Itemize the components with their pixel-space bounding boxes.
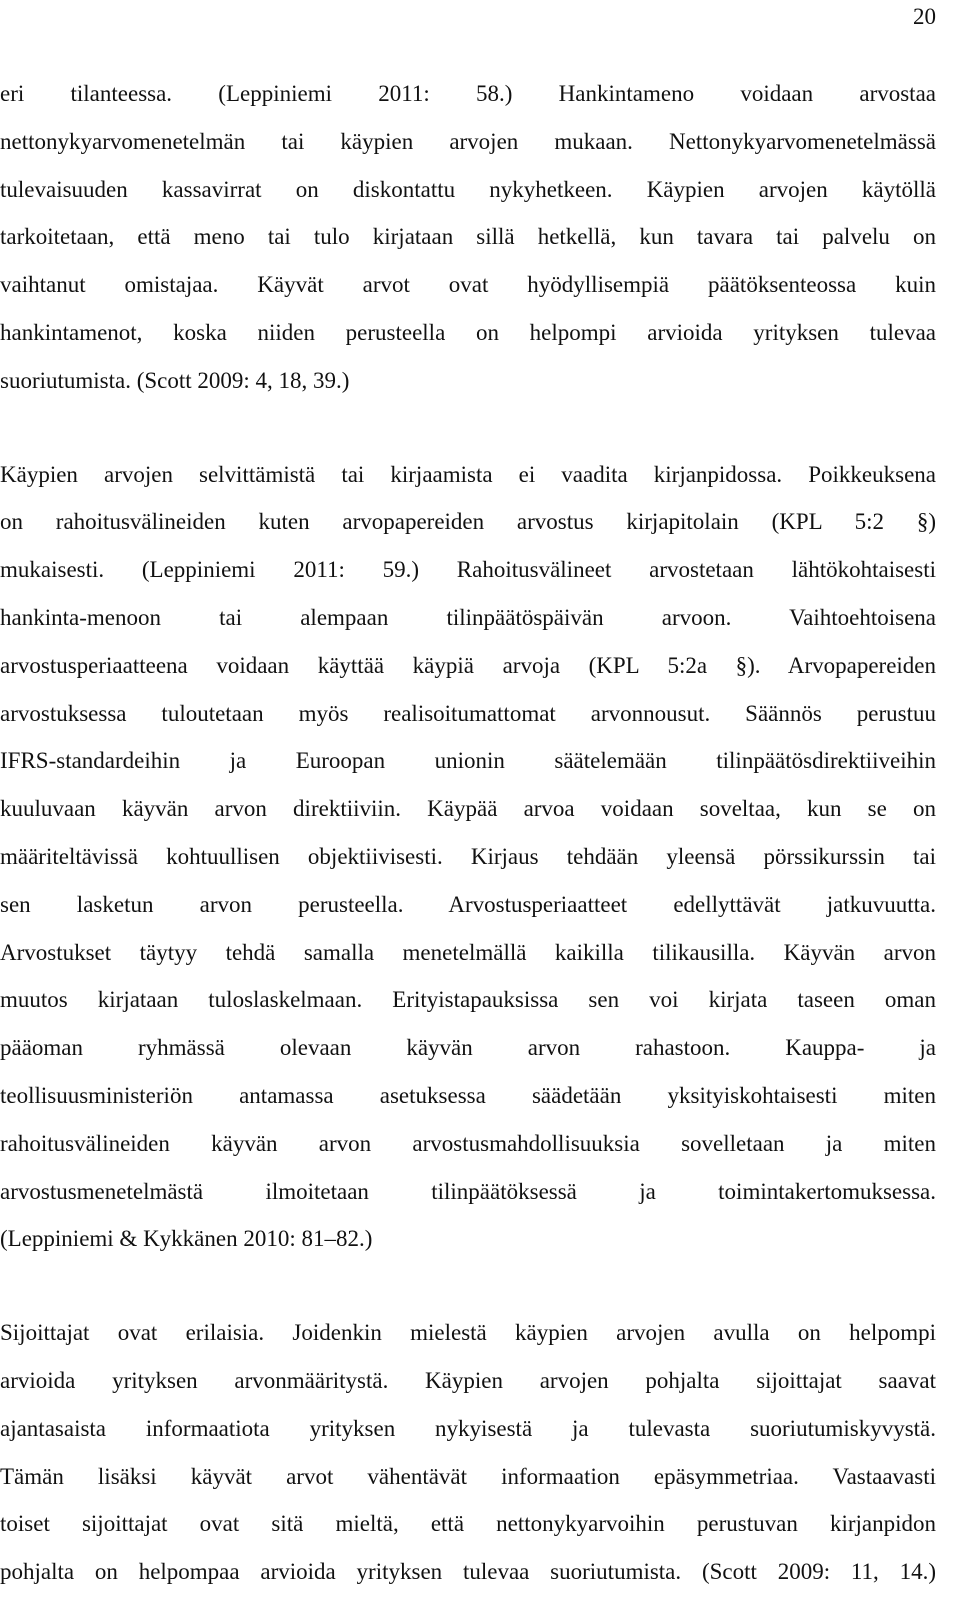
paragraph-1 (0, 70, 936, 405)
text-line: (Leppiniemi & Kykkänen 2010: 81–82.) (0, 1226, 373, 1252)
text-line: vaihtanut omistajaa. Käyvät arvot ovat hyödyllisempiä päätöksenteossa kuin (0, 272, 936, 298)
text-line: Tämän lisäksi käyvät arvot vähentävät informaation epäsymmetriaa. Vastaavasti (0, 1463, 936, 1489)
text-line: arvioida yrityksen arvonmääritystä. Käypien arvojen pohjalta sijoittajat saavat (0, 1367, 936, 1393)
paragraph-spacer (0, 1263, 936, 1309)
text-line: Arvostukset täytyy tehdä samalla menetelmällä kaikilla tilikausilla. Käyvän arvon (0, 939, 936, 965)
paragraph-spacer (0, 405, 936, 451)
text-line: mukaisesti. (Leppiniemi 2011: 59.) Rahoitusvälineet arvostetaan lähtökohtaisesti (0, 557, 936, 583)
paragraph-3 (0, 1309, 936, 1596)
text-line: rahoitusvälineiden käyvän arvon arvostusmahdollisuuksia sovelletaan ja miten (0, 1130, 936, 1156)
text-line: arvostusmenetelmästä ilmoitetaan tilinpäätöksessä ja toimintakertomuksessa. (0, 1178, 936, 1204)
text-line: ajantasaista informaatiota yrityksen nykyisestä ja tulevasta suoriutumiskyvystä. (0, 1415, 936, 1441)
text-line: IFRS-standardeihin ja Euroopan unionin säätelemään tilinpäätösdirektiiveihin (0, 748, 936, 774)
text-line: arvostuksessa tuloutetaan myös realisoitumattomat arvonnousut. Säännös perustuu (0, 700, 936, 726)
text-line: hankintamenot, koska niiden perusteella on helpompi arvioida yrityksen tulevaa (0, 319, 936, 345)
text-line: on rahoitusvälineiden kuten arvopapereiden arvostus kirjapitolain (KPL 5:2 §) (0, 509, 936, 535)
text-line: teollisuusministeriön antamassa asetuksessa säädetään yksityiskohtaisesti miten (0, 1082, 936, 1108)
text-line: arvostusperiaatteena voidaan käyttää käypiä arvoja (KPL 5:2a §). Arvopapereiden (0, 652, 936, 678)
text-line: suoriutumista. (Scott 2009: 4, 18, 39.) (0, 367, 350, 393)
text-line: Sijoittajat ovat erilaisia. Joidenkin mielestä käypien arvojen avulla on helpompi (0, 1320, 936, 1346)
text-line: toiset sijoittajat ovat sitä mieltä, että nettonykyarvoihin perustuvan kirjanpidon (0, 1511, 936, 1537)
document-body (0, 70, 936, 1596)
text-line: kuuluvaan käyvän arvon direktiiviin. Käypää arvoa voidaan soveltaa, kun se on (0, 796, 936, 822)
text-line: pohjalta on helpompaa arvioida yrityksen tulevaa suoriutumista. (Scott 2009: 11, 14.) (0, 1559, 936, 1585)
text-line: pääoman ryhmässä olevaan käyvän arvon rahastoon. Kauppa- ja (0, 1035, 936, 1061)
page-number: 20 (913, 4, 936, 29)
text-line: muutos kirjataan tuloslaskelmaan. Erityistapauksissa sen voi kirjata taseen oman (0, 987, 936, 1013)
text-line: määriteltävissä kohtuullisen objektiivisesti. Kirjaus tehdään yleensä pörssikurssin tai (0, 843, 936, 869)
text-line: tulevaisuuden kassavirrat on diskontattu nykyhetkeen. Käypien arvojen käytöllä (0, 176, 936, 202)
text-line: eri tilanteessa. (Leppiniemi 2011: 58.) Hankintameno voidaan arvostaa (0, 81, 936, 106)
paragraph-2 (0, 451, 936, 1264)
text-line: tarkoitetaan, että meno tai tulo kirjataan sillä hetkellä, kun tavara tai palvelu on (0, 224, 936, 250)
text-line: sen lasketun arvon perusteella. Arvostusperiaatteet edellyttävät jatkuvuutta. (0, 891, 936, 917)
text-line: nettonykyarvomenetelmän tai käypien arvojen mukaan. Nettonykyarvomenetelmässä (0, 128, 936, 154)
text-line: hankinta-menoon tai alempaan tilinpäätöspäivän arvoon. Vaihtoehtoisena (0, 604, 936, 630)
text-line: Käypien arvojen selvittämistä tai kirjaamista ei vaadita kirjanpidossa. Poikkeuksena (0, 461, 936, 487)
